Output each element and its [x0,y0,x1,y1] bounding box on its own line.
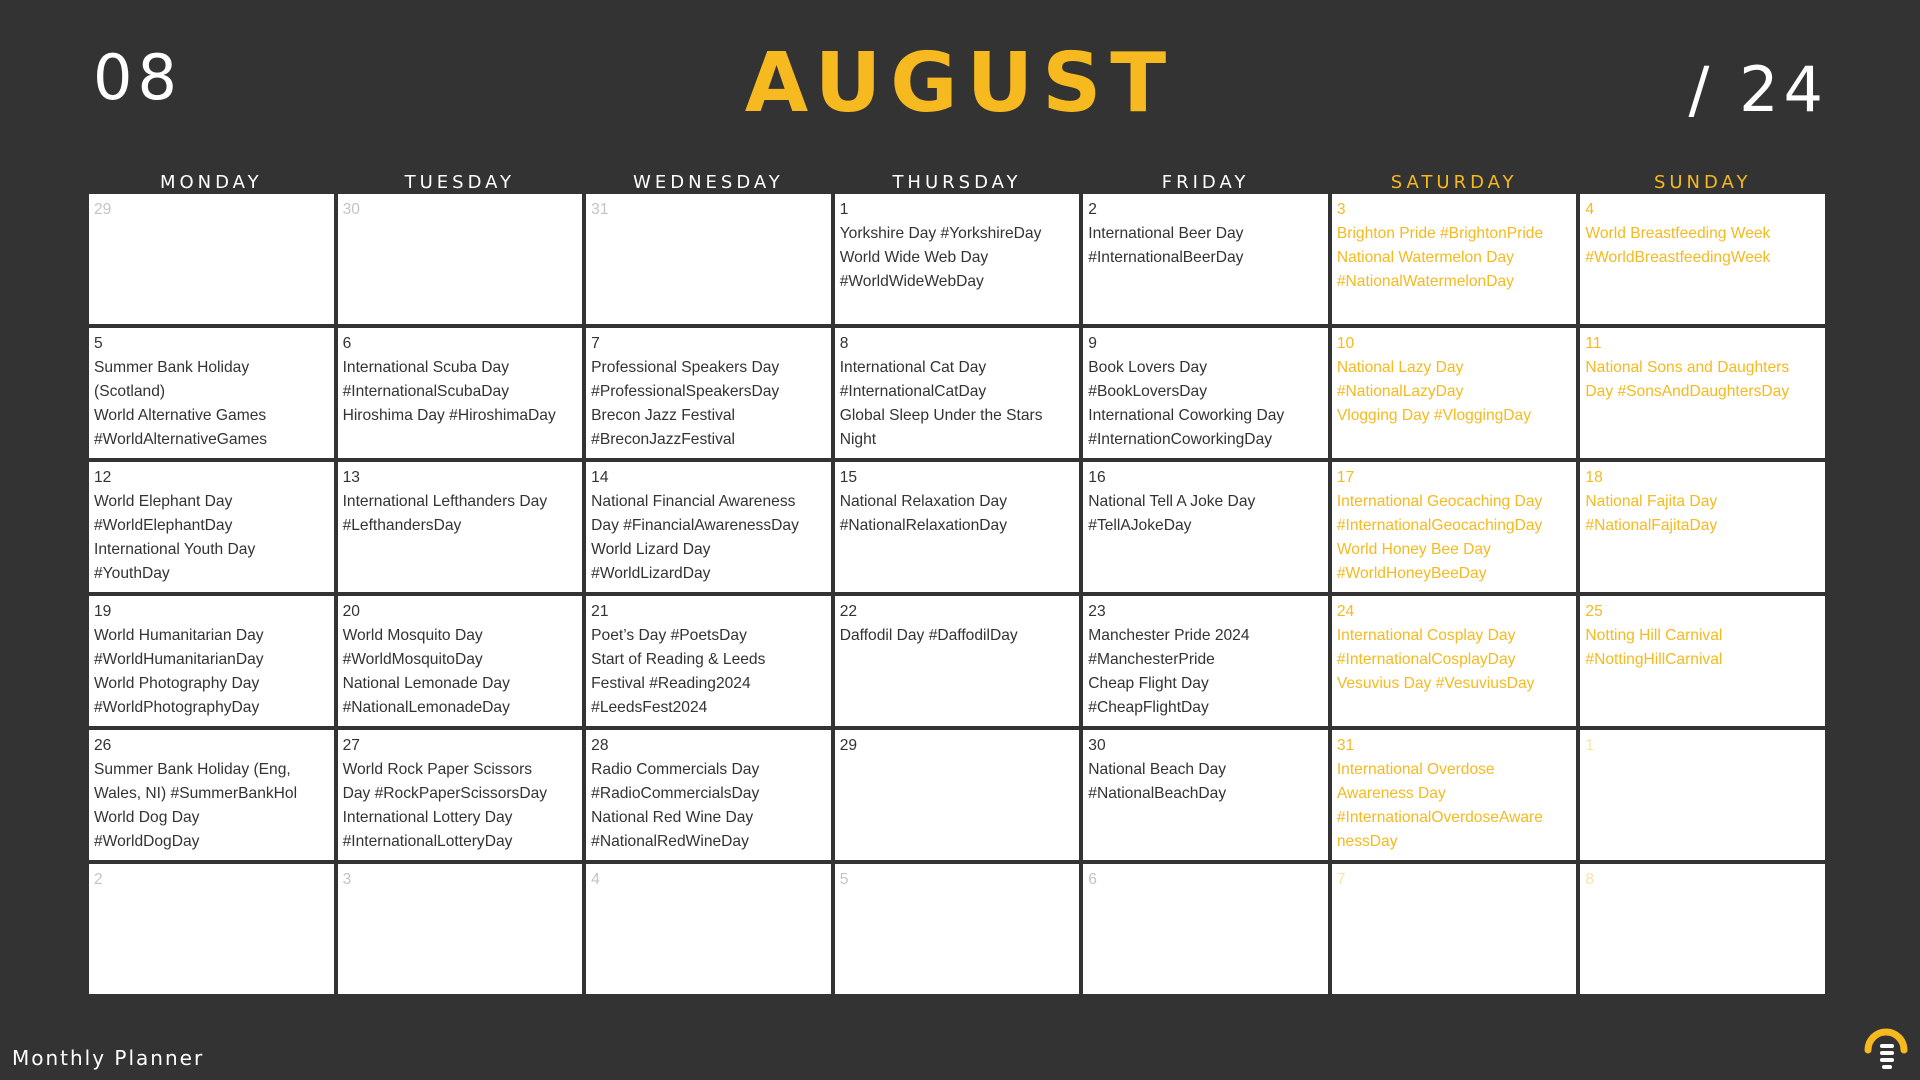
event-line: #WorldHumanitarianDay [94,651,264,668]
calendar-day-cell[interactable] [89,328,334,458]
event-line: Global Sleep Under the Stars [839,407,1043,424]
calendar-day-cell[interactable] [1580,596,1825,726]
event-line: World Humanitarian Day [94,627,264,644]
event-line: National Financial Awareness [591,493,796,510]
day-number: 5 [839,871,849,888]
calendar-day-cell[interactable] [1083,864,1328,994]
lightbulb-logo-icon [1860,1020,1912,1072]
calendar-day-cell[interactable] [338,462,583,592]
day-number: 1 [839,201,849,218]
event-line: World Elephant Day [94,493,233,510]
event-line: #NationalWatermelonDay [1336,273,1514,290]
day-number: 30 [342,201,360,218]
event-line: #InternationalOverdoseAware [1336,809,1543,826]
event-line: Professional Speakers Day [591,359,780,376]
day-number: 15 [839,469,858,486]
event-line: #InternationalCatDay [839,383,987,400]
day-number: 30 [1088,737,1106,754]
event-line: #LefthandersDay [342,517,462,534]
event-line: #YouthDay [94,565,170,582]
calendar-day-cell[interactable] [586,194,831,324]
event-line: World Breastfeeding Week [1585,225,1771,242]
event-line: #InternationalLotteryDay [342,833,513,850]
event-line: International Scuba Day [342,359,509,376]
event-line: Book Lovers Day [1088,359,1208,376]
calendar-day-cell[interactable] [586,328,831,458]
event-line: #NationalLazyDay [1336,383,1464,400]
event-line: #BookLoversDay [1088,383,1208,400]
event-line: World Wide Web Day [839,249,989,266]
calendar-day-cell[interactable] [835,462,1080,592]
calendar-day-cell[interactable] [338,328,583,458]
day-number: 2 [1088,201,1097,218]
event-line: Vlogging Day #VloggingDay [1336,407,1532,424]
month-title: AUGUST [744,36,1176,131]
event-line: International Youth Day [94,541,256,558]
calendar-day-cell[interactable] [1083,730,1328,860]
event-line: #WorldElephantDay [94,517,233,534]
event-line: Awareness Day [1336,785,1446,802]
event-line: Day #FinancialAwarenessDay [591,517,799,534]
calendar-day-cell[interactable] [89,730,334,860]
event-line: Summer Bank Holiday [94,359,250,376]
event-line: International Lottery Day [342,809,513,826]
calendar-day-cell[interactable] [586,864,831,994]
day-number: 7 [591,335,600,352]
weekday-header-tuesday: TUESDAY [404,172,516,193]
day-number: 23 [1088,603,1106,620]
event-line: Yorkshire Day #YorkshireDay [839,225,1042,242]
event-line: #LeedsFest2024 [591,699,708,716]
day-number: 1 [1585,737,1595,754]
calendar-day-cell[interactable] [586,730,831,860]
event-line: Poet’s Day #PoetsDay [591,627,747,644]
weekday-header-thursday: THURSDAY [892,172,1022,193]
day-number: 31 [591,201,609,218]
calendar-day-cell[interactable] [1332,328,1577,458]
event-line: World Mosquito Day [342,627,483,644]
event-line: #WorldBreastfeedingWeek [1585,249,1771,266]
event-line: National Relaxation Day [839,493,1007,510]
event-line: #WorldHoneyBeeDay [1336,565,1487,582]
event-line: Daffodil Day #DaffodilDay [839,627,1018,644]
day-number: 8 [839,335,849,352]
event-line: International Beer Day [1088,225,1244,242]
day-number: 24 [1336,603,1355,620]
calendar-day-cell[interactable] [338,864,583,994]
event-line: International Overdose [1336,761,1495,778]
event-line: International Cat Day [839,359,987,376]
calendar-day-cell[interactable] [1580,730,1825,860]
event-line: National Watermelon Day [1336,249,1514,266]
event-line: #WorldWideWebDay [839,273,984,290]
event-line: Brighton Pride #BrightonPride [1336,225,1544,242]
event-line: Radio Commercials Day [591,761,760,778]
day-number: 28 [591,737,609,754]
day-number: 13 [342,469,360,486]
calendar-day-cell[interactable] [1332,730,1577,860]
footer-label: Monthly Planner [12,1046,205,1070]
event-line: World Rock Paper Scissors [342,761,533,778]
day-number: 29 [839,737,858,754]
event-line: #WorldDogDay [94,833,200,850]
calendar-day-cell[interactable] [835,328,1080,458]
weekday-header-monday: MONDAY [159,172,263,193]
calendar-day-cell[interactable] [1332,864,1577,994]
event-line: Festival #Reading2024 [591,675,751,692]
event-line: #CheapFlightDay [1088,699,1209,716]
calendar-day-cell[interactable] [338,596,583,726]
event-line: #NottingHillCarnival [1585,651,1723,668]
day-number: 10 [1336,335,1355,352]
day-number: 22 [839,603,858,620]
day-number: 8 [1585,871,1595,888]
event-line: #WorldAlternativeGames [94,431,268,448]
day-number: 12 [94,469,112,486]
event-line: World Photography Day [94,675,260,692]
day-number: 18 [1585,469,1603,486]
calendar-day-cell[interactable] [89,194,334,324]
event-line: Vesuvius Day #VesuviusDay [1336,675,1535,692]
day-number: 21 [591,603,609,620]
event-line: International Geocaching Day [1336,493,1543,510]
event-line: #WorldMosquitoDay [342,651,483,668]
day-number: 17 [1336,469,1355,486]
calendar-day-cell[interactable] [835,194,1080,324]
calendar-day-cell[interactable] [1083,328,1328,458]
event-line: #BreconJazzFestival [591,431,736,448]
year-label: / 24 [1688,53,1828,126]
day-number: 11 [1585,335,1602,352]
event-line: National Sons and Daughters [1585,359,1790,376]
event-line: Cheap Flight Day [1088,675,1209,692]
event-line: Summer Bank Holiday (Eng, [94,761,291,778]
calendar-grid [89,194,1825,994]
weekday-header-sunday: SUNDAY [1653,172,1752,193]
event-line: #WorldPhotographyDay [94,699,260,716]
calendar-day-cell[interactable] [1083,462,1328,592]
event-line: National Red Wine Day [591,809,754,826]
event-line: #NationalRedWineDay [591,833,749,850]
event-line: National Fajita Day [1585,493,1718,510]
weekday-header-wednesday: WEDNESDAY [633,172,784,193]
day-number: 3 [342,871,352,888]
day-number: 26 [94,737,112,754]
event-line: (Scotland) [94,383,166,400]
event-line: #InternationalGeocachingDay [1336,517,1543,534]
day-number: 29 [94,201,112,218]
weekday-header-row [89,170,1825,196]
day-number: 5 [94,335,103,352]
weekday-header-friday: FRIDAY [1161,172,1250,193]
day-number: 3 [1336,201,1346,218]
event-line: #ManchesterPride [1088,651,1215,668]
event-line: #RadioCommercialsDay [591,785,760,802]
event-line: World Lizard Day [591,541,711,558]
event-line: #TellAJokeDay [1088,517,1192,534]
calendar-day-cell[interactable] [1580,864,1825,994]
calendar-day-cell[interactable] [89,596,334,726]
calendar-day-cell[interactable] [835,730,1080,860]
event-line: National Lemonade Day [342,675,510,692]
event-line: Wales, NI) #SummerBankHol [94,785,298,802]
calendar-day-cell[interactable] [1332,462,1577,592]
event-line: National Lazy Day [1336,359,1464,376]
event-line: Notting Hill Carnival [1585,627,1723,644]
day-number: 2 [94,871,103,888]
event-line: #InternationCoworkingDay [1088,431,1273,448]
event-line: #NationalRelaxationDay [839,517,1008,534]
calendar-day-cell[interactable] [586,462,831,592]
event-line: International Cosplay Day [1336,627,1516,644]
calendar-day-cell[interactable] [1083,596,1328,726]
event-line: World Honey Bee Day [1336,541,1491,558]
calendar-day-cell[interactable] [586,596,831,726]
event-line: #InternationalScubaDay [342,383,510,400]
event-line: International Coworking Day [1088,407,1285,424]
event-line: #InternationalBeerDay [1088,249,1244,266]
event-line: Hiroshima Day #HiroshimaDay [342,407,556,424]
day-number: 9 [1088,335,1097,352]
weekday-header-saturday: SATURDAY [1390,172,1518,193]
calendar-day-cell[interactable] [338,194,583,324]
event-line: Night [839,431,877,448]
event-line: #ProfessionalSpeakersDay [591,383,780,400]
calendar-day-cell[interactable] [1332,194,1577,324]
event-line: National Tell A Joke Day [1088,493,1256,510]
day-number: 6 [1088,871,1097,888]
month-number: 08 [93,41,182,114]
day-number: 14 [591,469,609,486]
event-line: #NationalLemonadeDay [342,699,510,716]
calendar-day-cell[interactable] [89,864,334,994]
event-line: #InternationalCosplayDay [1336,651,1516,668]
day-number: 4 [591,871,600,888]
calendar-day-cell[interactable] [835,596,1080,726]
event-line: National Beach Day [1088,761,1227,778]
day-number: 16 [1088,469,1106,486]
calendar-day-cell[interactable] [1332,596,1577,726]
calendar-day-cell[interactable] [1083,194,1328,324]
calendar-day-cell[interactable] [1580,194,1825,324]
event-line: Manchester Pride 2024 [1088,627,1250,644]
calendar-day-cell[interactable] [89,462,334,592]
event-line: nessDay [1336,833,1398,850]
event-line: #WorldLizardDay [591,565,711,582]
event-line: World Dog Day [94,809,200,826]
day-number: 27 [342,737,360,754]
day-number: 4 [1585,201,1595,218]
event-line: Day #RockPaperScissorsDay [342,785,548,802]
event-line: Start of Reading & Leeds [591,651,766,668]
event-line: World Alternative Games [94,407,267,424]
event-line: International Lefthanders Day [342,493,548,510]
day-number: 31 [1336,737,1355,754]
day-number: 19 [94,603,112,620]
calendar-day-cell[interactable] [1580,328,1825,458]
calendar-day-cell[interactable] [338,730,583,860]
event-line: #NationalFajitaDay [1585,517,1718,534]
day-number: 7 [1336,871,1346,888]
day-number: 20 [342,603,360,620]
calendar-day-cell[interactable] [1580,462,1825,592]
event-line: #NationalBeachDay [1088,785,1227,802]
calendar-day-cell[interactable] [835,864,1080,994]
day-number: 25 [1585,603,1603,620]
event-line: Brecon Jazz Festival [591,407,736,424]
event-line: Day #SonsAndDaughtersDay [1585,383,1790,400]
day-number: 6 [342,335,352,352]
